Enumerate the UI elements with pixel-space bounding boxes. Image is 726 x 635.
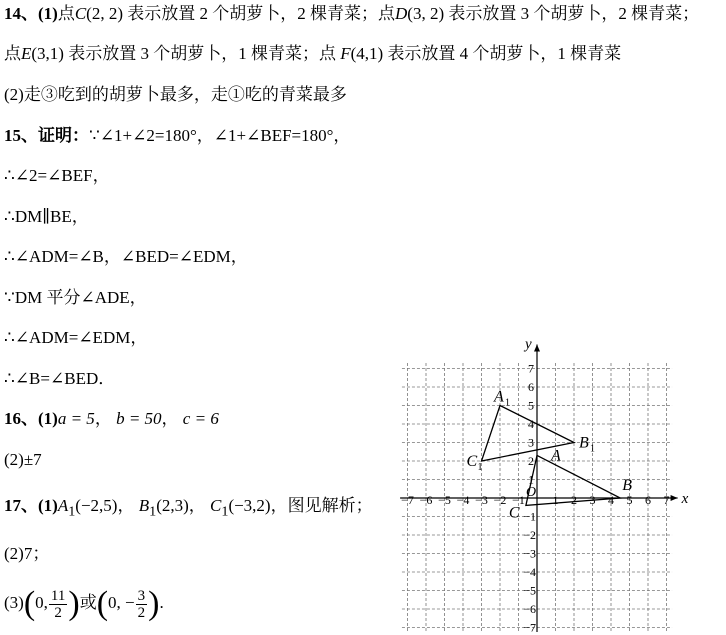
label-b: B <box>622 477 633 494</box>
label-b1: B <box>579 434 589 452</box>
x-tick-label: 6 <box>645 493 651 507</box>
x-tick-label: −7 <box>401 493 414 507</box>
q16-number: 16、(1) <box>4 409 58 428</box>
q14-line2: 点E(3,1) 表示放置 3 个胡萝卜，1 棵青菜；点 F(4,1) 表示放置 4 个胡萝卜，1 棵青菜 <box>4 44 622 63</box>
label-b1-sub: 1 <box>590 443 595 455</box>
q16-line2: (2)±7 <box>4 450 42 469</box>
q16-line1: 16、(1)a = 5， b = 50， c = 6 <box>4 409 219 428</box>
origin-label: O <box>526 485 537 500</box>
y-axis-label: y <box>525 336 532 353</box>
y-tick-label: −6 <box>523 602 536 616</box>
q15-line5: ∵DM 平分∠ADE， <box>4 288 147 307</box>
q15-line7: ∴∠B=∠BED． <box>4 369 116 388</box>
q14-number: 14、(1) <box>4 4 58 23</box>
y-tick-label: −2 <box>523 528 536 542</box>
q17-line1: 17、$(1)A_1(-2,5)$， $B_1(2,3)$， $C_1(-3,2)$，图见解析； <box>4 496 373 520</box>
y-tick-label: −4 <box>523 565 536 579</box>
q15-line1: 15、证明：∵∠1+∠2=180°，∠1+∠BEF=180°， <box>4 126 351 145</box>
label-c1-sub: 1 <box>477 462 483 473</box>
x-tick-label: −5 <box>438 493 451 507</box>
q15-line4: ∴∠ADM=∠B，∠BED=∠EDM， <box>4 247 248 266</box>
x-tick-label: 7 <box>663 493 670 507</box>
x-tick-label: 4 <box>608 493 614 507</box>
fraction-11-2: $\frac{11}{2}$ <box>50 587 66 621</box>
q15-line2: ∴∠2=∠BEF， <box>4 166 110 185</box>
q17-line2: (2)7； <box>4 544 50 563</box>
label-a1-sub: 1 <box>505 397 510 409</box>
label-c: C <box>508 504 520 522</box>
label-a1: A <box>494 388 504 406</box>
x-axis-label: x <box>681 491 689 507</box>
y-axis-arrow <box>534 344 540 351</box>
x-tick-label: −6 <box>419 493 433 507</box>
x-tick-label: −3 <box>475 493 488 507</box>
x-tick-label: 2 <box>571 493 577 507</box>
fraction-3-2: $\frac{3}{2}$ <box>137 587 146 621</box>
y-tick-label: 6 <box>528 380 534 394</box>
x-tick-label: 1 <box>552 493 559 507</box>
y-tick-label: 5 <box>528 398 534 413</box>
y-tick-label: 3 <box>528 435 534 450</box>
q17-line3: (3)(0, $\frac{11}{2}$ )或(0, − $\frac{3}{2}$ ). <box>4 585 164 623</box>
y-tick-label: 7 <box>528 361 534 376</box>
x-axis-arrow <box>671 495 678 501</box>
label-a: A <box>551 447 561 465</box>
q17-number: 17、(1) <box>4 496 58 515</box>
y-tick-label: −1 <box>523 509 536 524</box>
y-tick-label: −7 <box>523 620 536 632</box>
q15-line6: ∴∠ADM=∠EDM， <box>4 328 148 347</box>
x-tick-label: −4 <box>456 493 470 507</box>
y-tick-label: −3 <box>523 546 536 561</box>
y-tick-label: 2 <box>528 454 534 468</box>
coordinate-graph <box>398 322 698 632</box>
x-tick-label: −2 <box>493 493 507 507</box>
q14-line3: (2)走③吃到的胡萝卜最多，走①吃的青菜最多 <box>4 85 347 104</box>
q15-number: 15、证明： <box>4 126 89 145</box>
q15-line3: ∴DM∥BE， <box>4 207 89 226</box>
x-tick-label: −1 <box>512 493 525 507</box>
y-tick-label: −5 <box>523 583 536 598</box>
x-tick-label: 3 <box>589 493 596 507</box>
y-tick-label: 4 <box>528 417 534 431</box>
axes <box>400 336 688 632</box>
q14-line1: 14、(1)点C(2, 2) 表示放置 2 个胡萝卜，2 棵青菜；点D(3, 2) 表示放置 3 个胡萝卜，2 棵青菜； <box>4 4 700 23</box>
y-tick-label: 1 <box>528 472 534 487</box>
label-c1: C <box>466 453 478 470</box>
x-tick-label: 5 <box>626 493 633 507</box>
